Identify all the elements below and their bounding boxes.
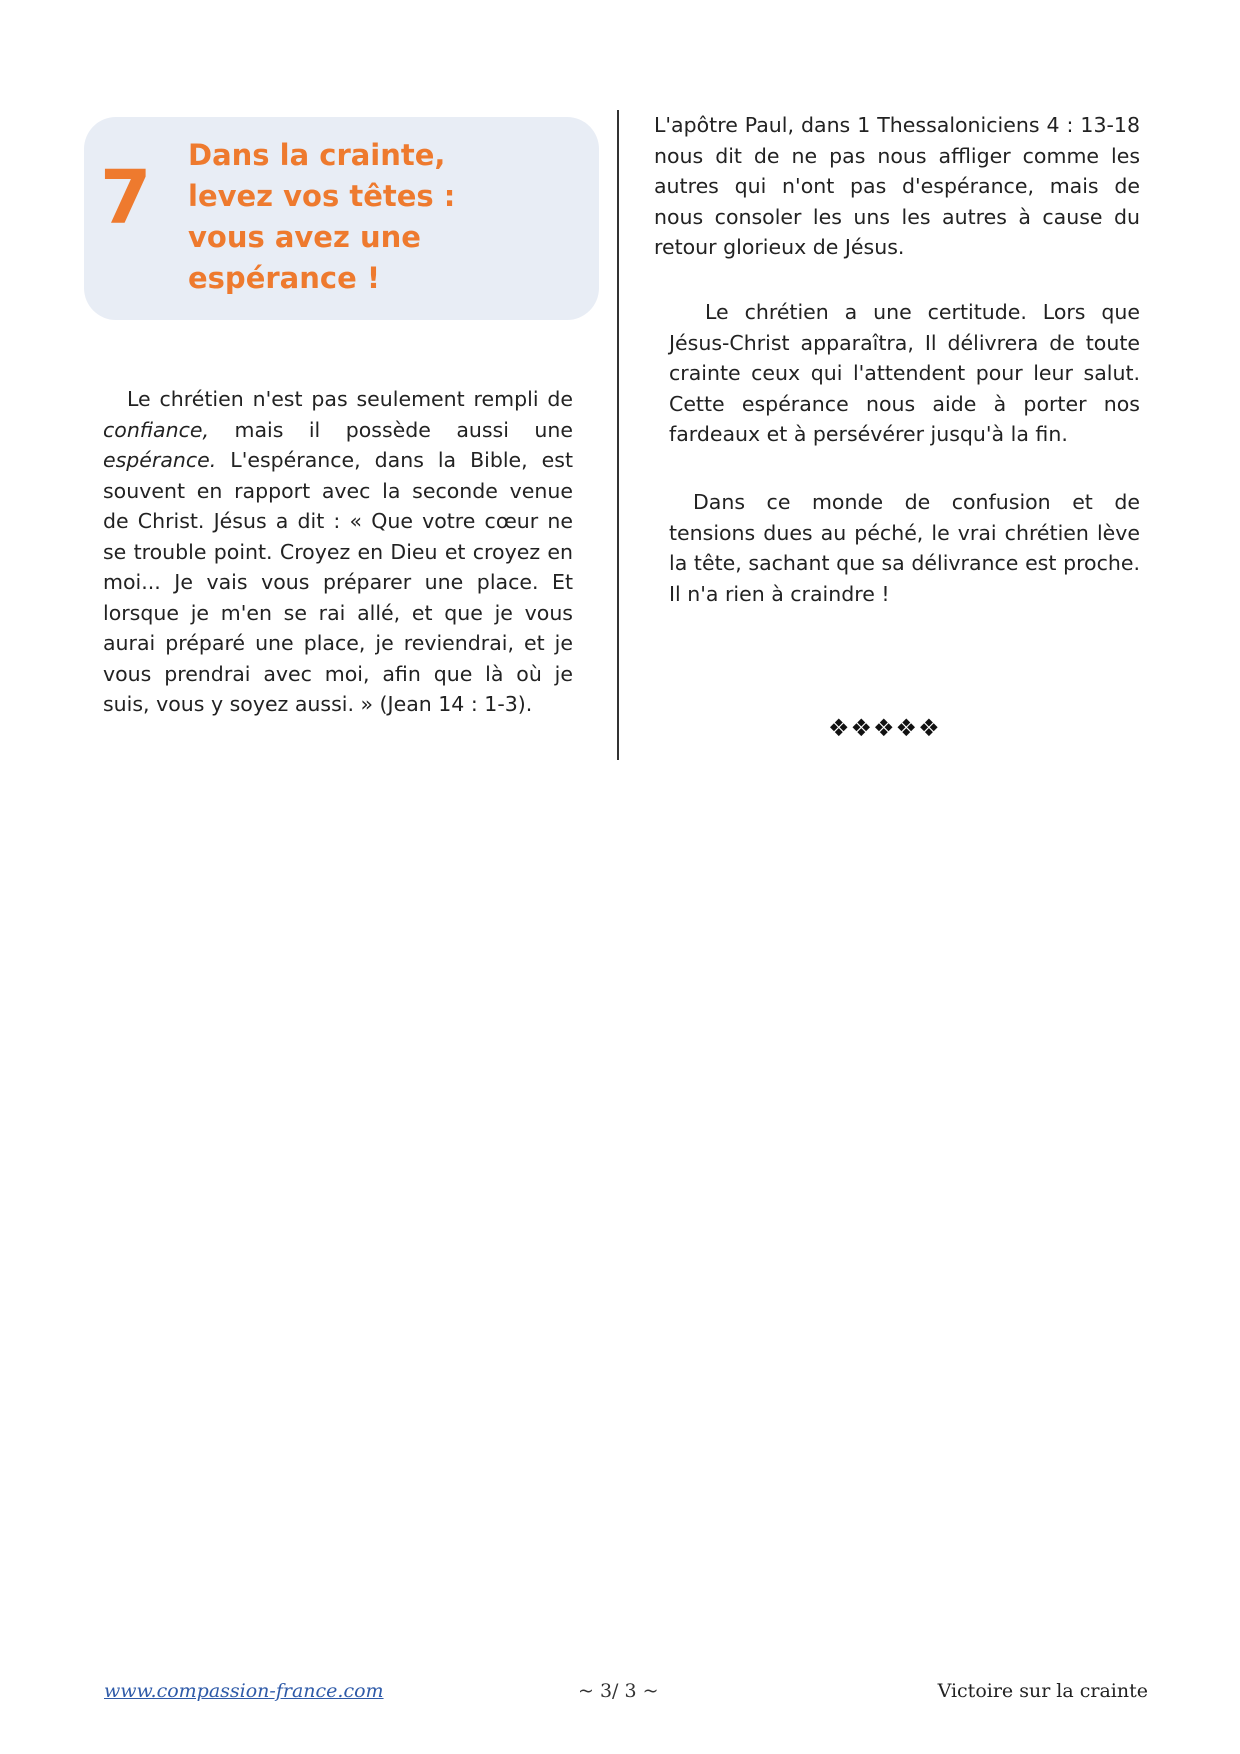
chapter-title-line: Dans la crainte, xyxy=(188,138,446,172)
chapter-title xyxy=(188,135,588,299)
page-footer xyxy=(104,1680,1148,1708)
chapter-title-line: levez vos têtes : xyxy=(188,179,456,213)
right-column-middle xyxy=(669,297,1140,450)
document-title: Victoire sur la crainte xyxy=(937,1680,1148,1702)
emphasis-esperance: espérance. xyxy=(103,448,217,472)
right-paragraph-1: L'apôtre Paul, dans 1 Thessaloniciens 4 : 13-18 nous dit de ne pas nous affliger comme les autres qui n'ont pas d'espérance, mais de nous consoler les uns les autres à cause du retour glorieux de Jésus. xyxy=(654,113,1140,259)
emphasis-confiance: confiance, xyxy=(103,417,210,442)
chapter-number: 7 xyxy=(100,155,152,241)
text-run: Le chrétien n'est pas seulement rempli de xyxy=(127,387,573,411)
chapter-heading-box xyxy=(84,117,599,320)
diamond-ornament-icon: ❖❖❖❖❖ xyxy=(828,714,941,742)
chapter-title-line: espérance ! xyxy=(188,261,381,295)
right-column-top xyxy=(654,110,1140,263)
text-run: mais il possède aussi une xyxy=(209,417,573,442)
text-run: L'espérance, dans la Bible, est souvent en rapport avec la seconde venue de Christ. Jésus a dit : « Que votre cœur ne se trouble point. Croyez en Dieu et croyez en moi... Je vais vous préparer une place. Et lorsque je m'en se rai allé, et que je vous aurai préparé une place, je reviendrai, et je vous prendrai avec moi, afin que là où je suis, vous y soyez aussi. » (Jean 14 : 1-3). xyxy=(103,448,573,716)
right-paragraph-3: Dans ce monde de confusion et de tensions dues au péché, le vrai chrétien lève la tête, sachant que sa délivrance est proche. Il n'a rien à craindre ! xyxy=(669,490,1140,606)
left-paragraph-1 xyxy=(103,384,573,720)
right-paragraph-2: Le chrétien a une certitude. Lors que Jésus-Christ apparaîtra, Il délivrera de toute crainte ceux qui l'attendent pour leur salut. Cette espérance nous aide à porter nos fardeaux et à persévérer jusqu'à la fin. xyxy=(669,300,1140,446)
right-column-bottom xyxy=(669,487,1140,609)
website-link[interactable]: www.compassion-france.com xyxy=(104,1680,384,1702)
left-column xyxy=(103,384,573,720)
page-number: ~ 3/ 3 ~ xyxy=(578,1680,659,1702)
column-divider xyxy=(617,110,619,760)
chapter-title-line: vous avez une xyxy=(188,220,421,254)
